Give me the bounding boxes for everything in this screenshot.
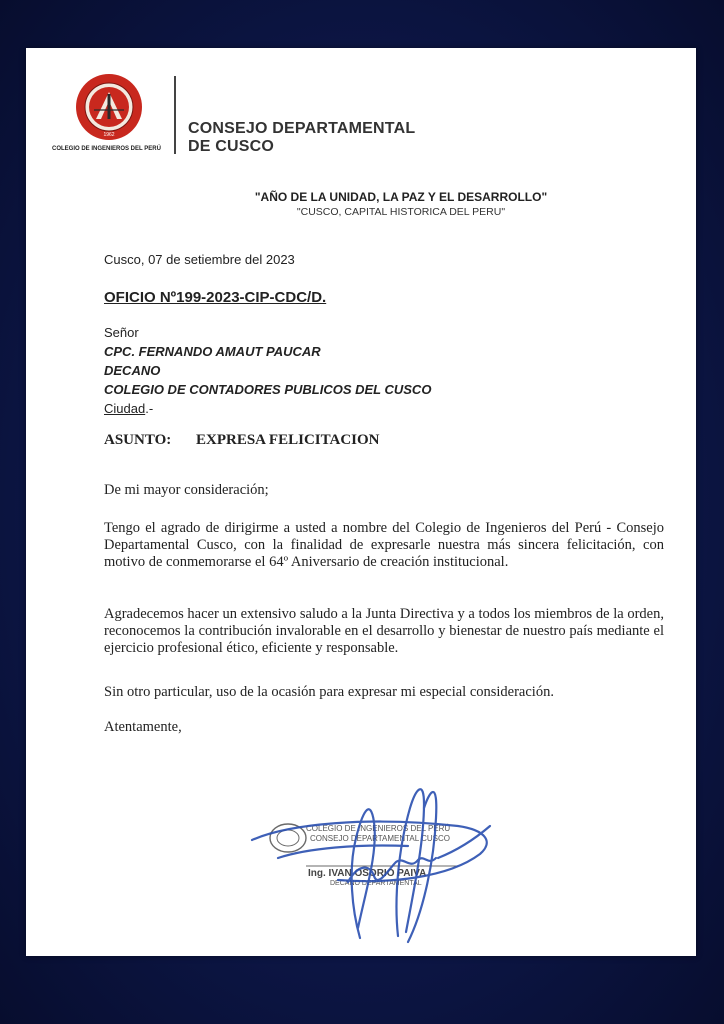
paragraph-2: Agradecemos hacer un extensivo saludo a la Junta Directiva y a todos los miembros de la orden, reconocemos la contribución invalorable en el desarrollo y bienestar de nuestro país mediante el ejercicio profesional ético, eficiente y responsable. <box>104 606 664 656</box>
paragraph-3: Sin otro particular, uso de la ocasión para expresar mi especial consideración. <box>104 684 554 700</box>
subject-label: ASUNTO: <box>104 432 172 448</box>
recipient-institution: COLEGIO DE CONTADORES PUBLICOS DEL CUSCO <box>104 382 432 397</box>
council-name <box>188 120 415 156</box>
recipient-name: CPC. FERNANDO AMAUT PAUCAR <box>104 344 321 359</box>
logo-caption: COLEGIO DE INGENIEROS DEL PERÚ <box>52 146 161 152</box>
subject-value: EXPRESA FELICITACION <box>196 432 380 448</box>
handwritten-signature <box>248 760 508 946</box>
stamp-line-1: COLEGIO DE INGENIEROS DEL PERÚ <box>306 824 451 833</box>
recipient-city-suffix: .- <box>145 401 154 416</box>
cip-logo <box>52 70 172 158</box>
header-divider <box>174 76 176 154</box>
recipient-block <box>104 323 431 418</box>
closing: Atentamente, <box>104 719 182 735</box>
recipient-salutation: Señor <box>104 325 139 340</box>
paragraph-1: Tengo el agrado de dirigirme a usted a nombre del Colegio de Ingenieros del Perú - Consejo Departamental Cusco, con la finalidad de expresarle nuestra más sincera felicitación, con motivo de conmemorarse el 64º Aniversario de creación institucional. <box>104 520 664 570</box>
council-line-1: CONSEJO DEPARTAMENTAL <box>188 120 416 137</box>
recipient-city-line <box>104 399 431 418</box>
council-line-2: DE CUSCO <box>188 138 275 155</box>
reference-number: OFICIO Nº199-2023-CIP-CDC/D. <box>104 289 327 306</box>
logo-year: 1962 <box>103 132 115 138</box>
signer-name: Ing. IVAN OSORIO PAIVA <box>308 868 427 879</box>
greeting: De mi mayor consideración; <box>104 482 269 498</box>
signature-block <box>248 760 508 946</box>
city-motto: "CUSCO, CAPITAL HISTORICA DEL PERU" <box>296 206 506 218</box>
recipient-title: DECANO <box>104 363 161 378</box>
year-motto: "AÑO DE LA UNIDAD, LA PAZ Y EL DESARROLLO" <box>254 190 548 204</box>
letter-date: Cusco, 07 de setiembre del 2023 <box>104 252 295 267</box>
recipient-city: Ciudad <box>104 401 146 416</box>
signer-role: DECANO DEPARTAMENTAL <box>330 880 422 887</box>
subject-line <box>104 432 380 449</box>
letter-page <box>26 48 696 956</box>
stamp-line-2: CONSEJO DEPARTAMENTAL CUSCO <box>310 834 451 843</box>
cip-logo-emblem <box>74 72 144 142</box>
